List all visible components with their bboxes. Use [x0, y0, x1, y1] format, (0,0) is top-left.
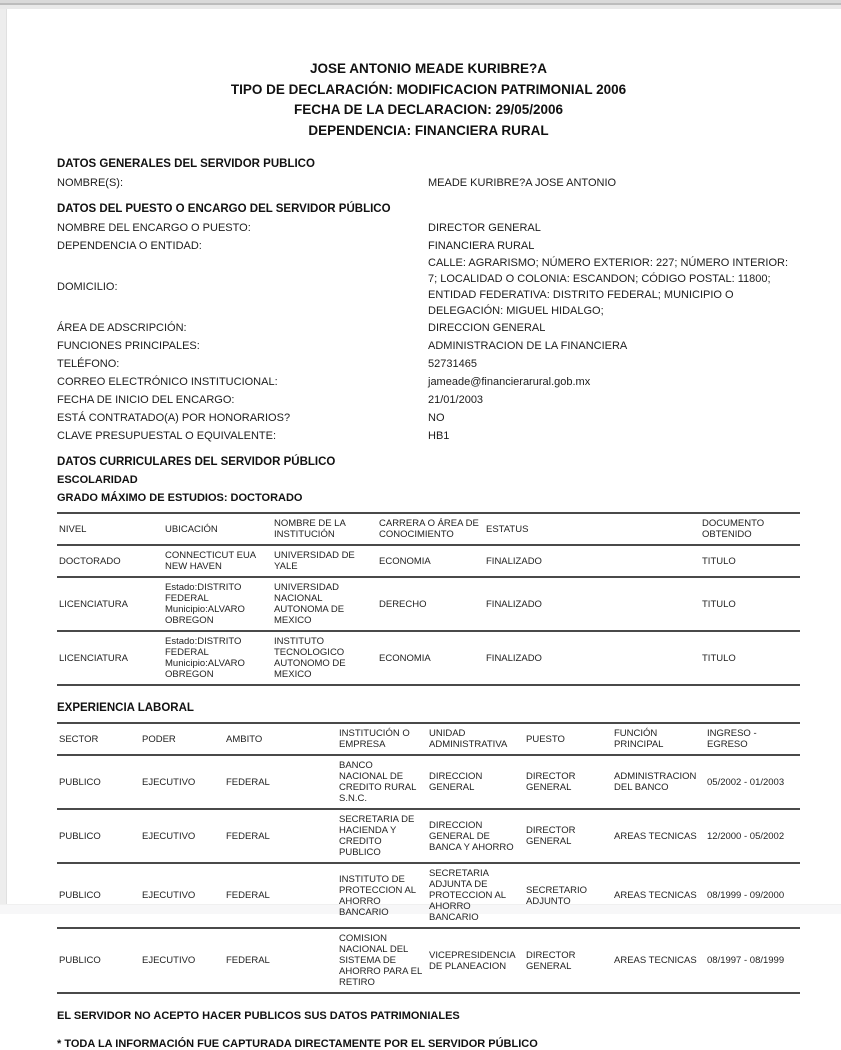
column-header: DOCUMENTO OBTENIDO	[700, 513, 800, 545]
table-row	[57, 928, 800, 993]
field-label: DEPENDENCIA O ENTIDAD:	[57, 240, 202, 252]
table-row	[57, 809, 800, 863]
table-cell: DIRECCION GENERAL DE BANCA Y AHORRO	[427, 809, 524, 863]
column-header: PODER	[140, 723, 224, 755]
table-cell: DIRECTOR GENERAL	[524, 809, 612, 863]
column-header: INSTITUCIÓN O EMPRESA	[337, 723, 427, 755]
field-row	[57, 373, 800, 391]
table-cell: FEDERAL	[224, 928, 337, 993]
table-cell: INSTITUTO DE PROTECCION AL AHORRO BANCARIO	[337, 863, 427, 928]
section-title-datos-generales: DATOS GENERALES DEL SERVIDOR PUBLICO	[57, 158, 315, 170]
escolaridad-table	[57, 512, 800, 686]
table-row	[57, 545, 800, 577]
experiencia-laboral-table	[57, 722, 800, 994]
table-cell: DOCTORADO	[57, 545, 163, 577]
column-header	[590, 513, 700, 545]
field-row	[57, 337, 800, 355]
field-label: NOMBRE(S):	[57, 177, 123, 189]
table-cell: TITULO	[700, 545, 800, 577]
section-title-datos-puesto: DATOS DEL PUESTO O ENCARGO DEL SERVIDOR PÚBLICO	[57, 203, 391, 215]
table-cell: EJECUTIVO	[140, 863, 224, 928]
table-cell: LICENCIATURA	[57, 577, 163, 631]
column-header: INGRESO - EGRESO	[705, 723, 800, 755]
subsection-escolaridad: ESCOLARIDAD	[57, 474, 138, 486]
table-row	[57, 755, 800, 809]
field-row	[57, 219, 800, 237]
field-row	[57, 409, 800, 427]
section-title-experiencia-laboral: EXPERIENCIA LABORAL	[57, 702, 194, 714]
field-label: CLAVE PRESUPUESTAL O EQUIVALENTE:	[57, 430, 277, 442]
table-cell: UNIVERSIDAD DE YALE	[272, 545, 377, 577]
column-header: ESTATUS	[484, 513, 590, 545]
table-cell: FINALIZADO	[484, 545, 590, 577]
table-cell: SECRETARIA ADJUNTA DE PROTECCION AL AHORRO BANCARIO	[427, 863, 524, 928]
table-cell: ECONOMIA	[377, 631, 484, 685]
field-value: FINANCIERA RURAL	[428, 240, 535, 252]
field-row	[57, 391, 800, 409]
table-cell: Estado:DISTRITO FEDERAL Municipio:ALVARO OBREGON	[163, 631, 272, 685]
field-value: DIRECTOR GENERAL	[428, 222, 541, 234]
table-cell: PUBLICO	[57, 863, 140, 928]
table-row	[57, 863, 800, 928]
dependency: DEPENDENCIA: FINANCIERA RURAL	[308, 122, 549, 138]
document-title-block	[57, 59, 800, 141]
field-value: NO	[428, 412, 445, 424]
field-row	[57, 237, 800, 255]
table-cell: FEDERAL	[224, 755, 337, 809]
column-header: CARRERA O ÁREA DE CONOCIMIENTO	[377, 513, 484, 545]
window-left-edge	[0, 9, 7, 914]
field-value: MEADE KURIBRE?A JOSE ANTONIO	[428, 177, 617, 189]
table-cell: AREAS TECNICAS	[612, 809, 705, 863]
table-cell: Estado:DISTRITO FEDERAL Municipio:ALVARO OBREGON	[163, 577, 272, 631]
column-header: PUESTO	[524, 723, 612, 755]
table-cell: FINALIZADO	[484, 577, 590, 631]
table-cell: LICENCIATURA	[57, 631, 163, 685]
table-cell: BANCO NACIONAL DE CREDITO RURAL S.N.C.	[337, 755, 427, 809]
column-header: NIVEL	[57, 513, 163, 545]
table-cell: AREAS TECNICAS	[612, 863, 705, 928]
table-cell	[590, 577, 700, 631]
privacy-statement: EL SERVIDOR NO ACEPTO HACER PUBLICOS SUS DATOS PATRIMONIALES	[57, 1010, 460, 1022]
table-cell: 08/1999 - 09/2000	[705, 863, 800, 928]
table-cell: INSTITUTO TECNOLOGICO AUTONOMO DE MEXICO	[272, 631, 377, 685]
table-cell: UNIVERSIDAD NACIONAL AUTONOMA DE MEXICO	[272, 577, 377, 631]
declaration-type: TIPO DE DECLARACIÓN: MODIFICACION PATRIMONIAL 2006	[230, 81, 627, 97]
field-row	[57, 174, 800, 192]
field-label: ESTÁ CONTRATADO(A) POR HONORARIOS?	[57, 412, 291, 424]
table-cell: TITULO	[700, 631, 800, 685]
column-header: UNIDAD ADMINISTRATIVA	[427, 723, 524, 755]
table-cell: 12/2000 - 05/2002	[705, 809, 800, 863]
field-value: HB1	[428, 430, 450, 442]
window-top-edge	[0, 0, 841, 9]
table-cell: FEDERAL	[224, 809, 337, 863]
table-cell: FINALIZADO	[484, 631, 590, 685]
field-label: TELÉFONO:	[57, 358, 120, 370]
table-cell: ECONOMIA	[377, 545, 484, 577]
column-header: SECTOR	[57, 723, 140, 755]
table-cell: CONNECTICUT EUA NEW HAVEN	[163, 545, 272, 577]
table-cell: EJECUTIVO	[140, 755, 224, 809]
field-label: FUNCIONES PRINCIPALES:	[57, 340, 200, 352]
table-cell: DERECHO	[377, 577, 484, 631]
table-row	[57, 631, 800, 685]
field-value: CALLE: AGRARISMO; NÚMERO EXTERIOR: 227; NÚMERO INTERIOR: 7; LOCALIDAD O COLONIA: ESCANDON; CÓDIGO POSTAL: 11800; ENTIDAD FEDERATIVA: DISTRITO FEDERAL; MUNICIPIO O DELEGACIÓN: MIGUEL HIDALGO;	[428, 257, 789, 317]
table-header-row	[57, 723, 800, 755]
declaration-date: FECHA DE LA DECLARACION: 29/05/2006	[293, 102, 564, 117]
table-cell	[590, 631, 700, 685]
field-row	[57, 355, 800, 373]
column-header: AMBITO	[224, 723, 337, 755]
field-label: ÁREA DE ADSCRIPCIÓN:	[57, 322, 187, 334]
column-header: NOMBRE DE LA INSTITUCIÓN	[272, 513, 377, 545]
table-cell: PUBLICO	[57, 928, 140, 993]
table-cell: FEDERAL	[224, 863, 337, 928]
column-header: UBICACIÓN	[163, 513, 272, 545]
capture-note: * TODA LA INFORMACIÓN FUE CAPTURADA DIRECTAMENTE POR EL SERVIDOR PÚBLICO	[57, 1038, 538, 1050]
table-cell: DIRECCION GENERAL	[427, 755, 524, 809]
table-cell: DIRECTOR GENERAL	[524, 755, 612, 809]
field-label: FECHA DE INICIO DEL ENCARGO:	[57, 394, 235, 406]
table-cell: SECRETARIO ADJUNTO	[524, 863, 612, 928]
field-value: ADMINISTRACION DE LA FINANCIERA	[428, 340, 628, 352]
field-value: 21/01/2003	[428, 394, 484, 406]
table-cell: COMISION NACIONAL DEL SISTEMA DE AHORRO PARA EL RETIRO	[337, 928, 427, 993]
table-header-row	[57, 513, 800, 545]
table-cell: VICEPRESIDENCIA DE PLANEACION	[427, 928, 524, 993]
column-header: FUNCIÓN PRINCIPAL	[612, 723, 705, 755]
table-cell: EJECUTIVO	[140, 928, 224, 993]
table-cell: DIRECTOR GENERAL	[524, 928, 612, 993]
field-value: DIRECCION GENERAL	[428, 322, 546, 334]
field-row-domicilio	[57, 255, 800, 319]
section-title-datos-curriculares: DATOS CURRICULARES DEL SERVIDOR PÚBLICO	[57, 456, 336, 468]
table-row	[57, 577, 800, 631]
table-cell: PUBLICO	[57, 809, 140, 863]
field-value: 52731465	[428, 358, 477, 370]
table-cell: ADMINISTRACION DEL BANCO	[612, 755, 705, 809]
field-row	[57, 427, 800, 445]
table-cell: SECRETARIA DE HACIENDA Y CREDITO PUBLICO	[337, 809, 427, 863]
grado-maximo-line: GRADO MÁXIMO DE ESTUDIOS: DOCTORADO	[57, 492, 303, 504]
table-cell	[590, 545, 700, 577]
table-cell: 05/2002 - 01/2003	[705, 755, 800, 809]
declarant-name: JOSE ANTONIO MEADE KURIBRE?A	[309, 61, 548, 76]
field-label: CORREO ELECTRÓNICO INSTITUCIONAL:	[57, 376, 278, 388]
table-cell: TITULO	[700, 577, 800, 631]
table-cell: 08/1997 - 08/1999	[705, 928, 800, 993]
field-value-email: jameade@financierarural.gob.mx	[428, 376, 591, 388]
table-cell: EJECUTIVO	[140, 809, 224, 863]
field-label: NOMBRE DEL ENCARGO O PUESTO:	[57, 222, 251, 234]
field-label: DOMICILIO:	[57, 281, 118, 293]
table-cell: PUBLICO	[57, 755, 140, 809]
field-row	[57, 319, 800, 337]
table-cell: AREAS TECNICAS	[612, 928, 705, 993]
document-page	[8, 9, 841, 1050]
